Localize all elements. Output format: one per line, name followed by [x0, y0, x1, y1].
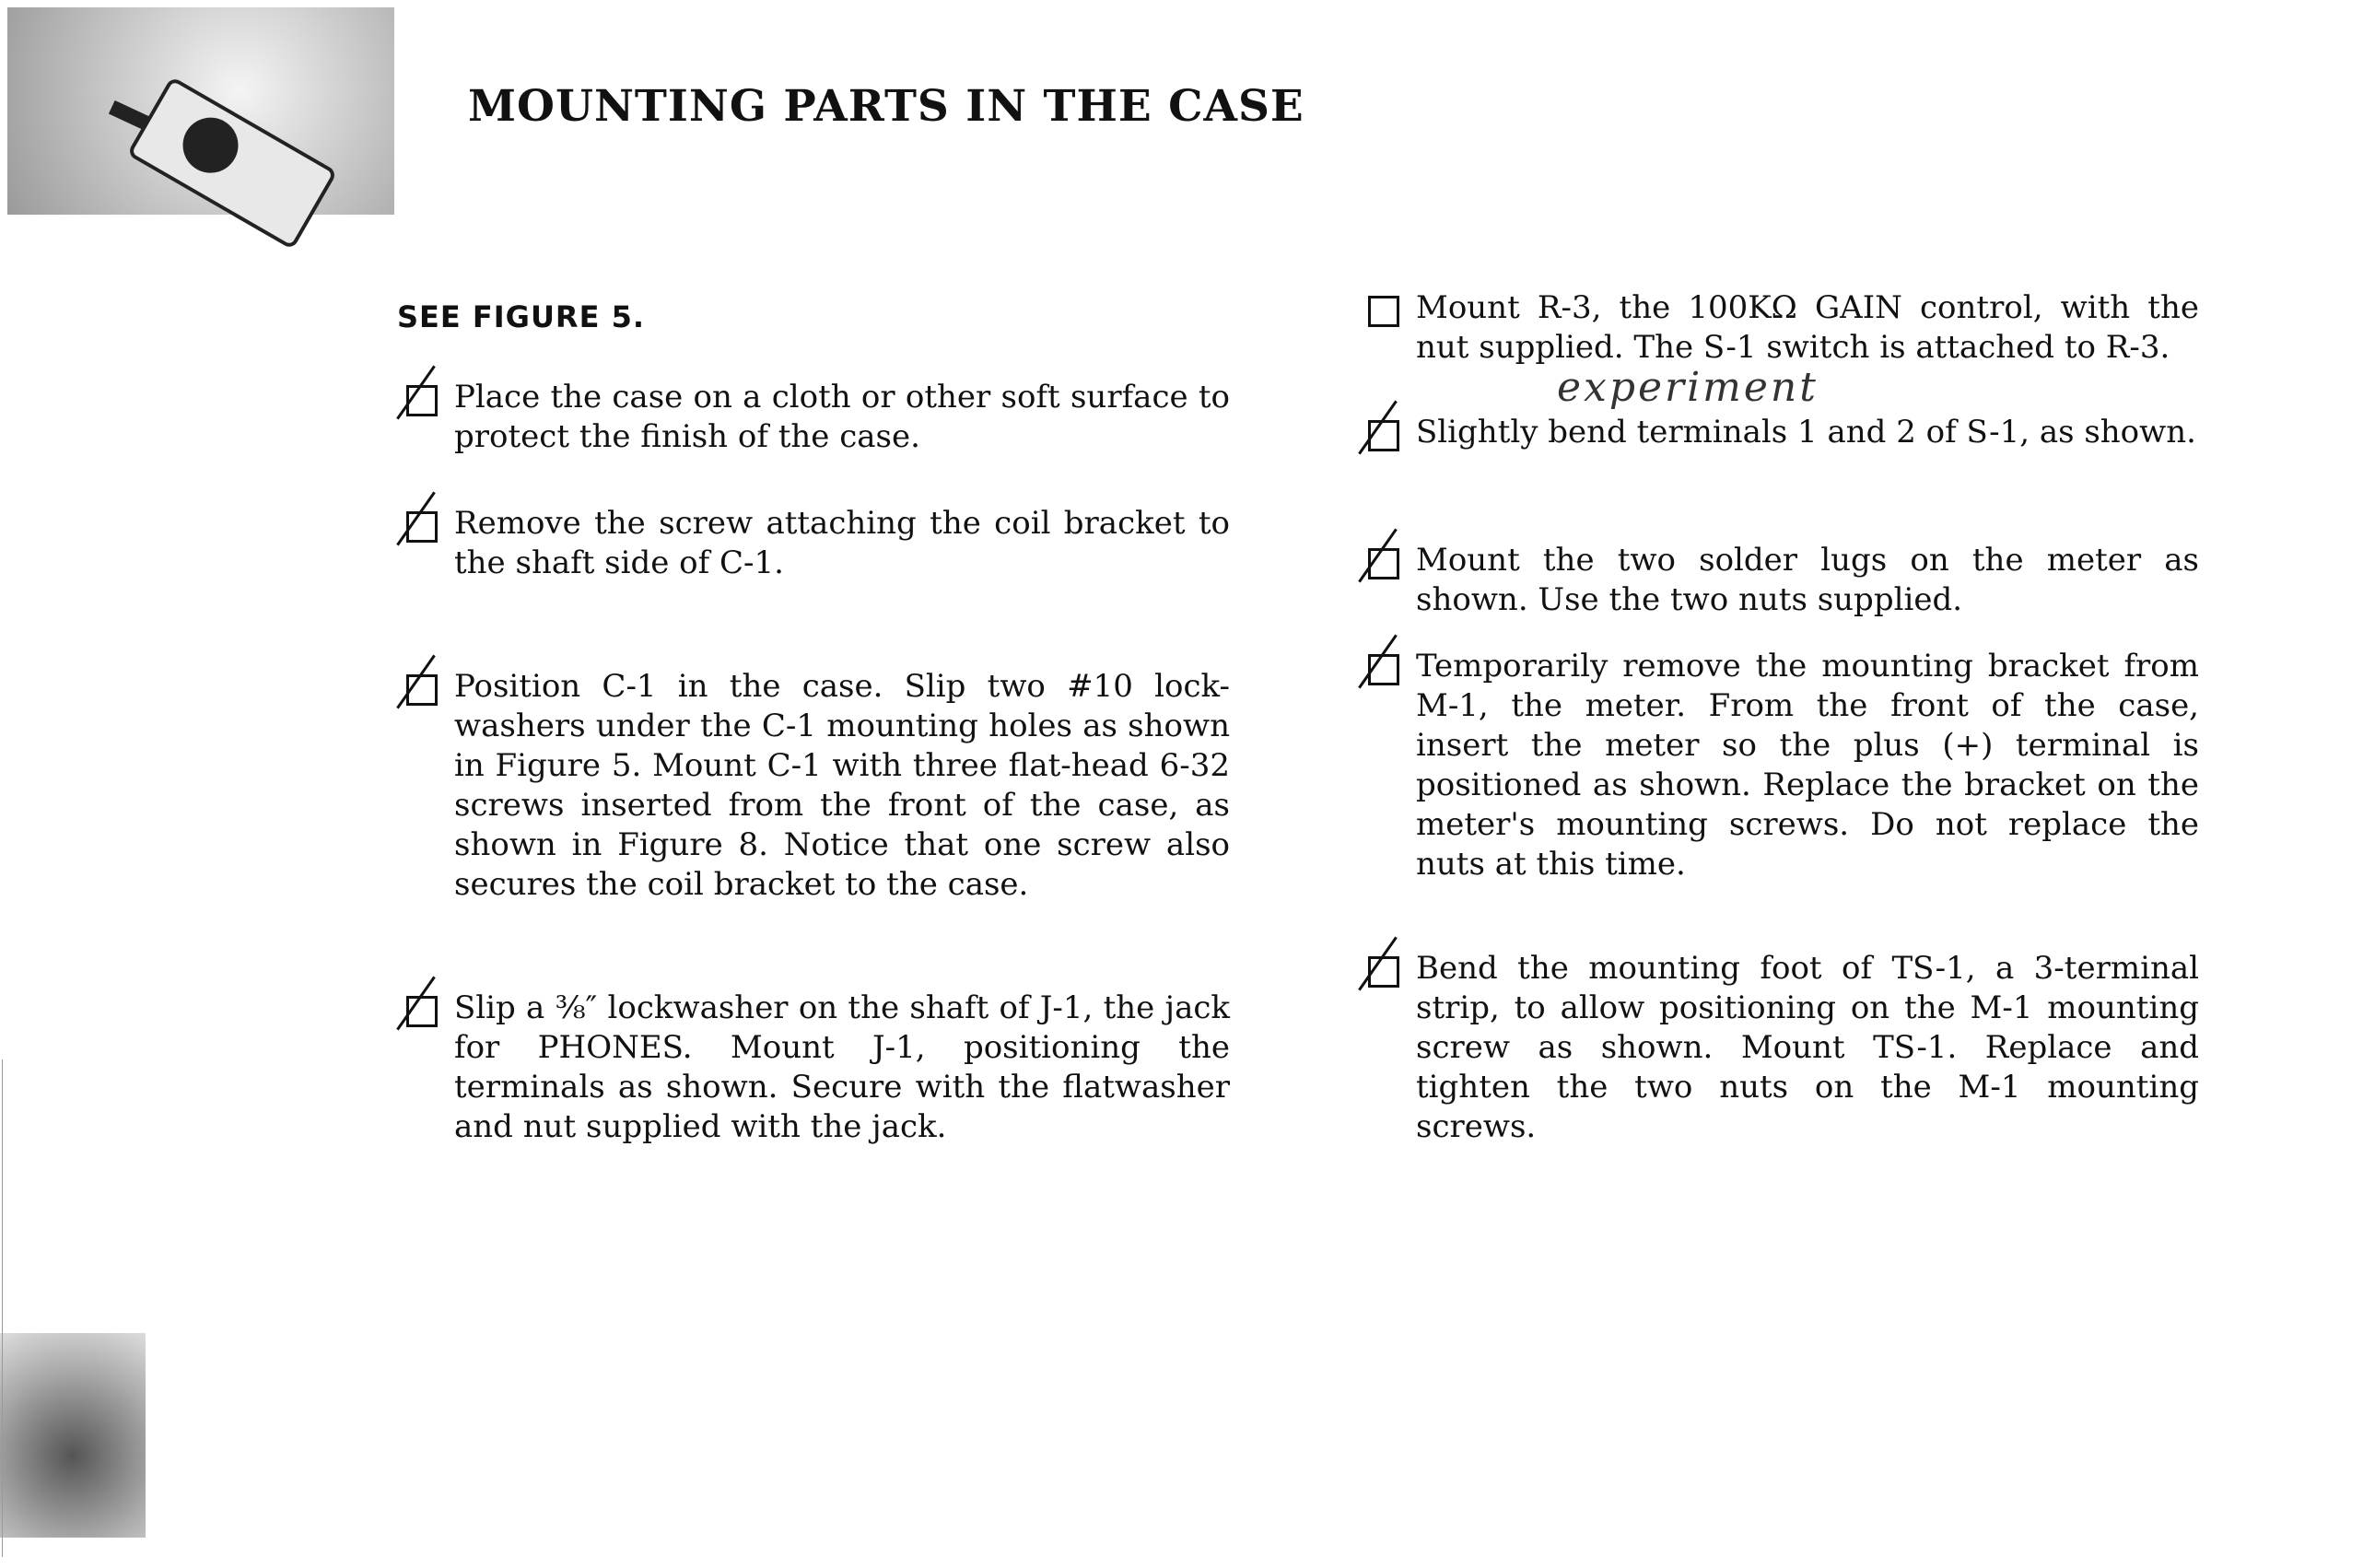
- step-item: [454, 667, 1230, 905]
- step-item: [1416, 647, 2199, 884]
- step-text: Slip a ⅜″ lockwasher on the shaft of J-1, the jack for PHONES. Mount J-1, positioning the terminals as shown. Secure with the flatwasher and nut supplied with the jack.: [454, 989, 1230, 1145]
- checkbox[interactable]: [1368, 548, 1399, 579]
- step-text: Bend the mounting foot of TS-1, a 3-terminal strip, to allow positioning on the M-1 mounting screw as shown. Mount TS-1. Replace and tighten the two nuts on the M-1 mounting screws.: [1416, 950, 2199, 1145]
- checkbox[interactable]: [1368, 420, 1399, 451]
- corner-photo-fragment: [0, 1333, 146, 1538]
- figure-reference: SEE FIGURE 5.: [397, 299, 645, 334]
- step-text: Mount the two solder lugs on the meter as shown. Use the two nuts supplied.: [1416, 542, 2199, 618]
- step-item: [454, 504, 1230, 583]
- checkbox[interactable]: [406, 996, 438, 1027]
- scan-margin-line: [2, 1059, 3, 1557]
- checkbox[interactable]: [406, 674, 438, 706]
- checkbox[interactable]: [406, 385, 438, 416]
- step-item: [454, 989, 1230, 1147]
- step-text: Position C-1 in the case. Slip two #10 lock-washers under the C-1 mounting holes as shown in Figure 5. Mount C-1 with three flat-head 6-32 screws inserted from the front of the case, as shown in Figure 8. Notice that one screw also secures the coil bracket to the case.: [454, 668, 1230, 903]
- step-text: Slightly bend terminals 1 and 2 of S-1, as shown.: [1416, 414, 2196, 451]
- page-title: MOUNTING PARTS IN THE CASE: [468, 81, 1304, 132]
- header-photo-radio-kit: [7, 7, 394, 215]
- step-item: [454, 378, 1230, 457]
- checkbox[interactable]: [1368, 654, 1399, 685]
- checkbox[interactable]: [1368, 296, 1399, 327]
- step-item: [1416, 288, 2199, 368]
- checkbox[interactable]: [406, 511, 438, 543]
- handwritten-note: experiment: [1557, 364, 1819, 411]
- step-text: Remove the screw attaching the coil bracket to the shaft side of C-1.: [454, 505, 1230, 581]
- step-item: [1416, 413, 2199, 452]
- step-item: [1416, 949, 2199, 1147]
- checkbox[interactable]: [1368, 956, 1399, 988]
- radio-device-shape: [126, 76, 337, 251]
- knob-shape: [173, 108, 249, 183]
- step-text: Mount R-3, the 100KΩ GAIN control, with the nut supplied. The S-1 switch is attached to R-3.: [1416, 289, 2199, 366]
- step-text: Place the case on a cloth or other soft surface to protect the finish of the case.: [454, 379, 1230, 455]
- step-text: Temporarily remove the mounting bracket from M-1, the meter. From the front of the case, insert the meter so the plus (+) terminal is positioned as shown. Replace the bracket on the meter's mounting screws. Do not replace the nuts at this time.: [1416, 648, 2199, 883]
- step-item: [1416, 541, 2199, 620]
